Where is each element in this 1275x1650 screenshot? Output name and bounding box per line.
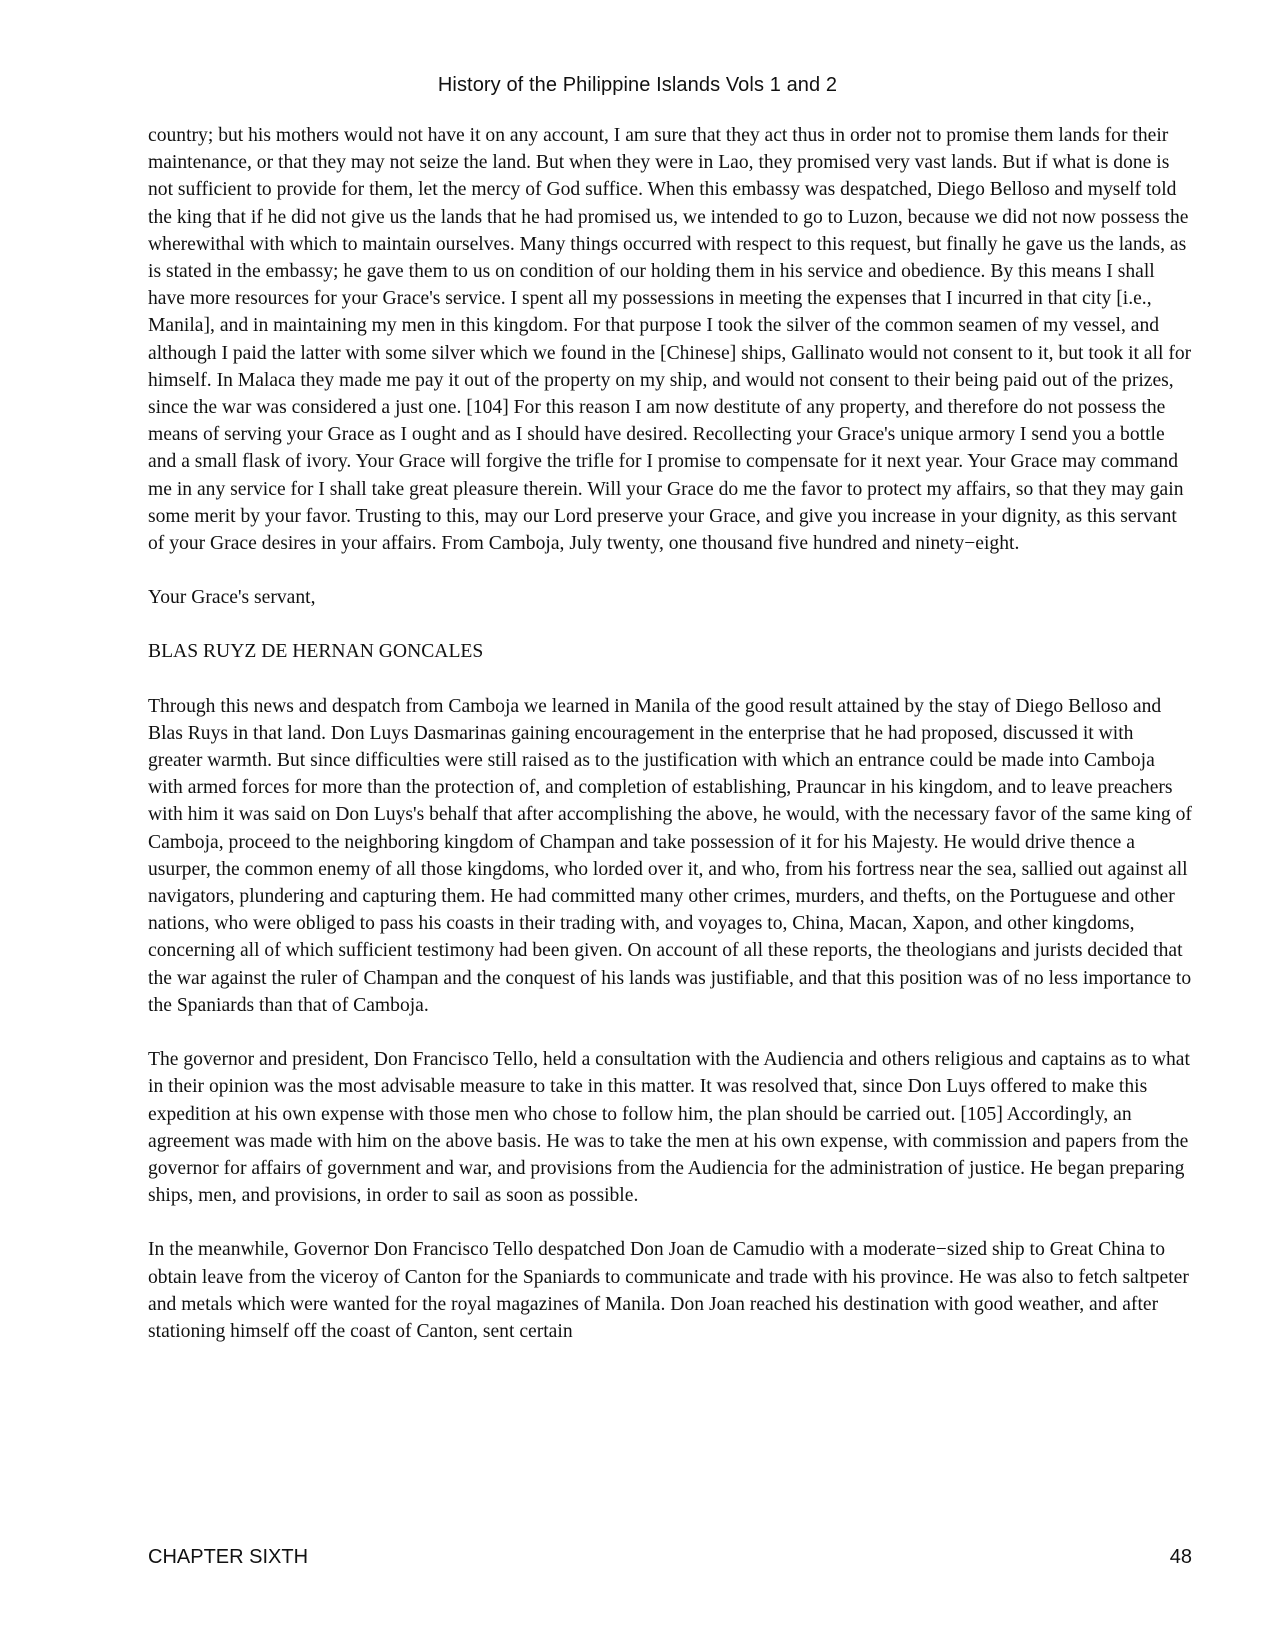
paragraph-governor-consultation: The governor and president, Don Francisco Tello, held a consultation with the Audiencia and others religious and captains as to what in their opinion was the most advisable measure to take in this matter. It was resolved that, since Don Luys offered to make this expedition at his own expense with those men who chose to follow him, the plan should be carried out. [105] Accordingly, an agreement was made with him on the above basis. He was to take the men at his own expense, with commission and papers from the governor for affairs of government and war, and provisions from the Audiencia for the administration of justice. He began preparing ships, men, and provisions, in order to sail as soon as possible. bbox=[148, 1049, 1190, 1207]
paragraph-valediction: Your Grace's servant, bbox=[148, 587, 316, 609]
running-header: History of the Philippine Islands Vols 1 and 2 bbox=[437, 74, 838, 96]
body-text bbox=[148, 122, 1192, 1345]
paragraph-letter-continuation: country; but his mothers would not have it on any account, I am sure that they act thus in order not to promise them lands for their maintenance, or that they may not seize the land. But when they were in Lao, they promised very vast lands. But if what is done is not sufficient to provide for them, let the mercy of God suffice. When this embassy was despatched, Diego Belloso and myself told the king that if he did not give us the lands that he had promised us, we intended to go to Luzon, because we did not now possess the wherewithal with which to maintain ourselves. Many things occurred with respect to this request, but finally he gave us the lands, as is stated in the embassy; he gave them to us on condition of our holding them in his service and obedience. By this means I shall have more resources for your Grace's service. I spent all my possessions in meeting the expenses that I incurred in that city [i.e., Manila], and in maintaining my men in this kingdom. For that purpose I took the silver of the common seamen of my vessel, and although I paid the latter with some silver which we found in the [Chinese] ships, Gallinato would not consent to it, but took it all for himself. In Malaca they made me pay it out of the property on my ship, and would not consent to their being paid out of the prizes, since the war was considered a just one. [104] For this reason I am now destitute of any property, and therefore do not possess the means of serving your Grace as I ought and as I should have desired. Recollecting your Grace's unique armory I send you a bottle and a small flask of ivory. Your Grace will forgive the trifle for I promise to compensate for it next year. Your Grace may command me in any service for I shall take great pleasure therein. Will your Grace do me the favor to protect my affairs, so that they may gain some merit by your favor. Trusting to this, may our Lord preserve your Grace, and give you increase in your dignity, as this servant of your Grace desires in your affairs. From Camboja, July twenty, one thousand five hundred and ninety−eight. bbox=[148, 125, 1192, 555]
page-number: 48 bbox=[1169, 1546, 1192, 1568]
chapter-label: CHAPTER SIXTH bbox=[148, 1546, 309, 1568]
paragraph-camboja-news: Through this news and despatch from Camboja we learned in Manila of the good result attained by the stay of Diego Belloso and Blas Ruys in that land. Don Luys Dasmarinas gaining encouragement in the enterprise that he had proposed, discussed it with greater warmth. But since difficulties were still raised as to the justification with which an entrance could be made into Camboja with armed forces for more than the protection of, and completion of establishing, Prauncar in his kingdom, and to leave preachers with him it was said on Don Luys's behalf that after accomplishing the above, he would, with the necessary favor of the same king of Camboja, proceed to the neighboring kingdom of Champan and take possession of it for his Majesty. He would drive thence a usurper, the common enemy of all those kingdoms, who lorded over it, and who, from his fortress near the sea, sallied out against all navigators, plundering and capturing them. He had committed many other crimes, murders, and thefts, on the Portuguese and other nations, who were obliged to pass his coasts in their trading with, and voyages to, China, Macan, Xapon, and other kingdoms, concerning all of which sufficient testimony had been given. On account of all these reports, the theologians and jurists decided that the war against the ruler of Champan and the conquest of his lands was justifiable, and that this position was of no less importance to the Spaniards than that of Camboja. bbox=[148, 695, 1192, 1016]
paragraph-camudio-voyage: In the meanwhile, Governor Don Francisco Tello despatched Don Joan de Camudio with a moderate−sized ship to Great China to obtain leave from the viceroy of Canton for the Spaniards to communicate and trade with his province. He was also to fetch saltpeter and metals which were wanted for the royal magazines of Manila. Don Joan reached his destination with good weather, and after stationing himself off the coast of Canton, sent certain bbox=[148, 1239, 1189, 1342]
paragraph-signature: BLAS RUYZ DE HERNAN GONCALES bbox=[148, 641, 484, 663]
